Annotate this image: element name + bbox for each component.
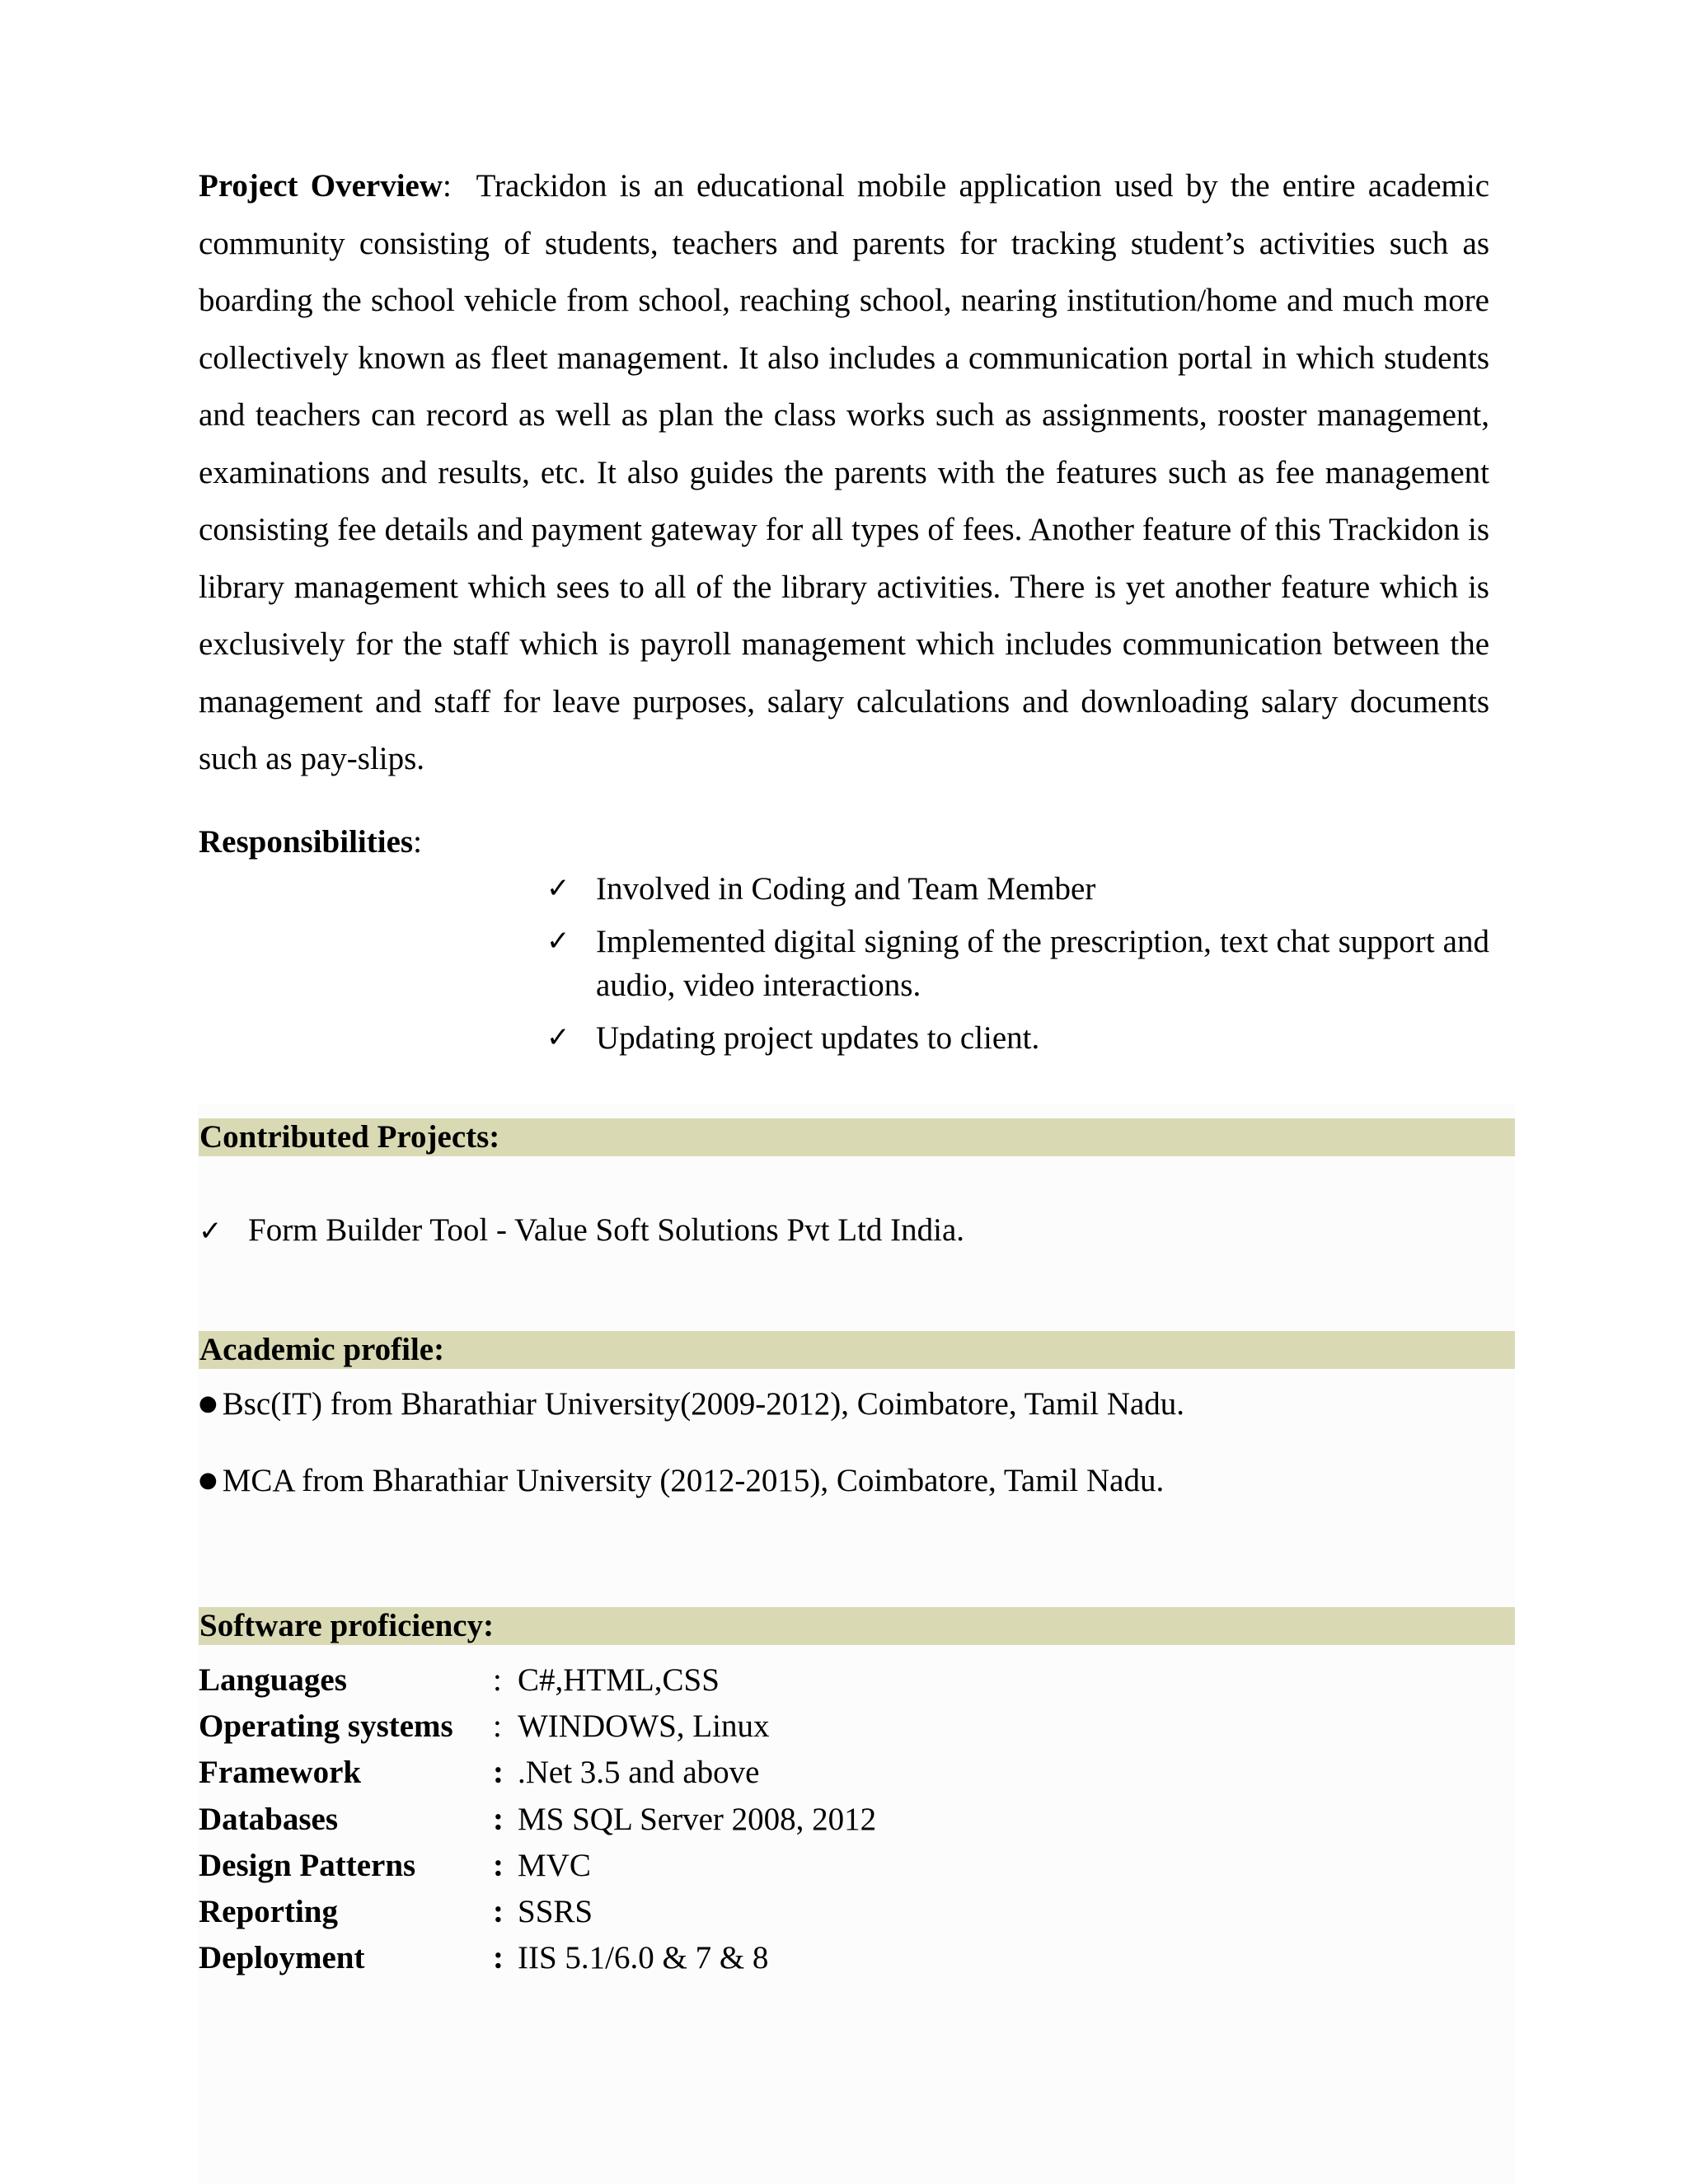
skill-label: Design Patterns <box>199 1847 416 1883</box>
skill-value: WINDOWS, Linux <box>518 1708 770 1744</box>
responsibilities-list <box>546 867 1489 1069</box>
responsibilities-heading-colon: : <box>413 824 422 860</box>
skill-value: .Net 3.5 and above <box>518 1755 760 1791</box>
responsibility-item <box>546 1016 1489 1060</box>
skill-separator: : <box>493 1894 504 1930</box>
table-row <box>199 1888 876 1934</box>
skill-label: Reporting <box>199 1894 338 1930</box>
skill-separator: : <box>493 1708 502 1744</box>
table-row <box>199 1657 876 1703</box>
responsibility-item <box>546 867 1489 911</box>
contributed-project-item <box>199 1209 964 1253</box>
project-overview-label-colon: : <box>443 168 452 204</box>
bullet-icon: ● <box>199 1468 218 1493</box>
academic-item-text: MCA from Bharathiar University (2012-2015), Coimbatore, Tamil Nadu. <box>222 1463 1165 1498</box>
software-proficiency-heading: Software proficiency: <box>199 1607 1515 1645</box>
responsibility-text: Updating project updates to client. <box>596 1020 1040 1056</box>
software-proficiency-table <box>199 1657 876 1981</box>
bullet-icon: ● <box>199 1391 218 1416</box>
skill-separator: : <box>493 1755 504 1791</box>
skill-value: C#,HTML,CSS <box>518 1661 720 1698</box>
skill-separator: : <box>493 1801 504 1837</box>
table-row <box>199 1703 876 1749</box>
contributed-project-text: Form Builder Tool - Value Soft Solutions Pvt Ltd India. <box>248 1212 965 1248</box>
academic-item-text: Bsc(IT) from Bharathiar University(2009-2012), Coimbatore, Tamil Nadu. <box>222 1386 1185 1422</box>
table-row <box>199 1842 876 1888</box>
skill-label: Deployment <box>199 1940 365 1976</box>
check-icon: ✓ <box>546 872 570 905</box>
table-row <box>199 1935 876 1981</box>
skill-separator: : <box>493 1940 504 1976</box>
responsibility-item <box>546 920 1489 1007</box>
academic-profile-heading: Academic profile: <box>199 1331 1515 1369</box>
project-overview <box>199 157 1489 788</box>
project-overview-label: Project Overview <box>199 168 443 204</box>
skill-label: Languages <box>199 1661 347 1698</box>
table-row <box>199 1796 876 1842</box>
responsibilities-heading-label: Responsibilities <box>199 824 414 860</box>
contributed-projects-heading: Contributed Projects: <box>199 1118 1515 1156</box>
responsibility-text: Implemented digital signing of the prescription, text chat support and audio, video interactions. <box>596 924 1489 1003</box>
responsibilities-heading <box>199 821 422 864</box>
academic-item <box>199 1459 1164 1502</box>
skill-label: Framework <box>199 1755 362 1791</box>
skill-separator: : <box>493 1661 502 1698</box>
project-overview-text: Trackidon is an educational mobile application used by the entire academic community consisting of students, teachers and parents for tracking student’s activities such as boarding the school vehicle from school, reaching school, nearing institution/home and much more collectively known as fleet management. It also includes a communication portal in which students and teachers can record as well as plan the class works such as assignments, rooster management, examinations and results, etc. It also guides the parents with the features such as fee management consisting fee details and payment gateway for all types of fees. Another feature of this Trackidon is library management which sees to all of the library activities. There is yet another feature which is exclusively for the staff which is payroll management which includes communication between the management and staff for leave purposes, salary calculations and downloading salary documents such as pay-slips. <box>199 168 1490 776</box>
skill-value: IIS 5.1/6.0 & 7 & 8 <box>518 1940 769 1976</box>
check-icon: ✓ <box>546 1021 570 1054</box>
skill-value: SSRS <box>518 1894 593 1930</box>
responsibility-text: Involved in Coding and Team Member <box>596 871 1096 907</box>
check-icon: ✓ <box>546 925 570 958</box>
academic-item <box>199 1382 1184 1426</box>
skill-label: Operating systems <box>199 1708 453 1744</box>
check-icon: ✓ <box>199 1215 223 1248</box>
table-row <box>199 1750 876 1796</box>
skill-value: MVC <box>518 1847 591 1883</box>
skill-separator: : <box>493 1847 504 1883</box>
skill-value: MS SQL Server 2008, 2012 <box>518 1801 877 1837</box>
skill-label: Databases <box>199 1801 339 1837</box>
